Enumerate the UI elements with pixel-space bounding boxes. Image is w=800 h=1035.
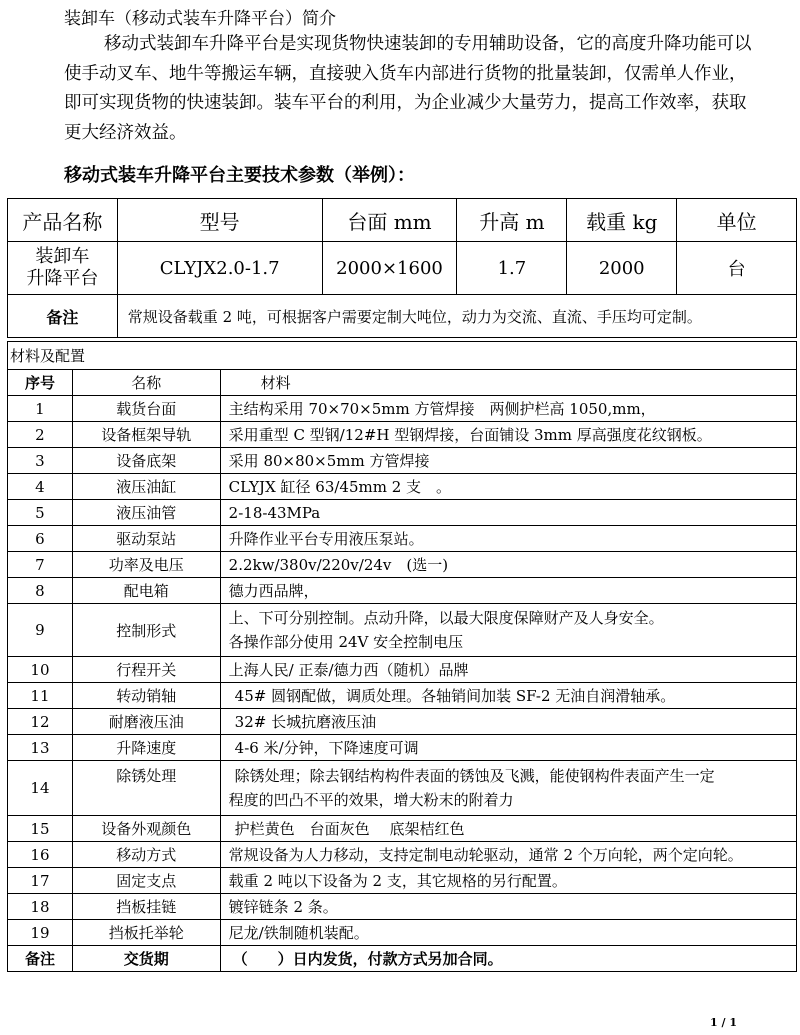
row-index: 8: [8, 578, 73, 604]
footer-delivery-text: （ ）日内发货，付款方式另加合同。: [220, 946, 796, 972]
spec-header-cell: 升高 m: [457, 199, 567, 242]
row-name: 行程开关: [72, 657, 220, 683]
row-index: 1: [8, 396, 73, 422]
spec-heading: 移动式装车升降平台主要技术参数（举例）：: [64, 165, 415, 186]
row-index: 14: [8, 761, 73, 816]
row-name: 配电箱: [72, 578, 220, 604]
intro-text: 移动式装卸车升降平台是实现货物快速装卸的专用辅助设备，它的高度升降功能可以使手动叉车、地牛等搬运车辆，直接驶入货车内部进行货物的批量装卸，仅需单人作业，即可实现货物的快速装卸。装车平台的利用，为企业减少大量劳力，提高工作效率，获取更大经济效益。: [64, 34, 752, 143]
table-row: [8, 552, 797, 578]
row-index: 12: [8, 709, 73, 735]
row-material-line: 上、下可分别控制。点动升降，以最大限度保障财产及人身安全。: [228, 609, 664, 627]
row-index: 15: [8, 816, 73, 842]
row-name: 设备框架导轨: [72, 422, 220, 448]
row-name: 移动方式: [72, 842, 220, 868]
page-number: 1 / 1: [710, 1016, 737, 1029]
spec-lift-height: 1.7: [457, 242, 567, 295]
row-index: 9: [8, 604, 73, 657]
row-index: 6: [8, 526, 73, 552]
spec-header-row: [8, 199, 797, 242]
materials-header-cell: 材料: [220, 370, 796, 396]
row-name: 控制形式: [72, 604, 220, 657]
row-material: 德力西品牌，: [220, 578, 796, 604]
spec-header-cell: 产品名称: [8, 199, 118, 242]
row-name: 除锈处理: [72, 761, 220, 816]
table-row: [8, 526, 797, 552]
row-index: 13: [8, 735, 73, 761]
row-name: 设备外观颜色: [72, 816, 220, 842]
table-row: [8, 842, 797, 868]
row-material: 载重 2 吨以下设备为 2 支，其它规格的另行配置。: [220, 868, 796, 894]
row-material: 2.2kw/380v/220v/24v (选一): [220, 552, 796, 578]
table-row: [8, 578, 797, 604]
table-row: [8, 422, 797, 448]
spec-header-cell: 载重 kg: [567, 199, 677, 242]
document-title: 装卸车（移动式装车升降平台）简介: [64, 9, 336, 29]
table-row: [8, 868, 797, 894]
spec-remark-text: 常规设备载重 2 吨，可根据客户需要定制大吨位，动力为交流、直流、手压均可定制。: [117, 295, 796, 338]
materials-section-title: 材料及配置: [8, 342, 797, 370]
row-material-line: 除锈处理；除去钢结构构件表面的锈蚀及飞溅，能使钢构件表面产生一定: [234, 767, 715, 785]
row-material: 主结构采用 70×70×5mm 方管焊接 两侧护栏高 1050,mm，: [220, 396, 796, 422]
product-name-line: 装卸车: [35, 246, 90, 267]
row-material: 尼龙/铁制随机装配。: [220, 920, 796, 946]
row-material: 上海人民/ 正泰/德力西（随机）品牌: [220, 657, 796, 683]
materials-footer-row: [8, 946, 797, 972]
footer-remark-label: 备注: [8, 946, 73, 972]
table-row: [8, 709, 797, 735]
row-name: 挡板挂链: [72, 894, 220, 920]
materials-header-row: [8, 370, 797, 396]
row-material: 镀锌链条 2 条。: [220, 894, 796, 920]
row-material: [220, 761, 796, 816]
row-material: CLYJX 缸径 63/45mm 2 支 。: [220, 474, 796, 500]
spec-remark-label: 备注: [8, 295, 118, 338]
footer-delivery-label: 交货期: [72, 946, 220, 972]
row-name: 挡板托举轮: [72, 920, 220, 946]
row-index: 4: [8, 474, 73, 500]
row-index: 11: [8, 683, 73, 709]
row-index: 16: [8, 842, 73, 868]
row-index: 3: [8, 448, 73, 474]
spec-product-name: [8, 242, 118, 295]
row-material: 2-18-43MPa: [220, 500, 796, 526]
table-row: [8, 894, 797, 920]
spec-model: CLYJX2.0-1.7: [117, 242, 322, 295]
table-row: [8, 657, 797, 683]
row-index: 5: [8, 500, 73, 526]
spec-unit: 台: [677, 242, 797, 295]
row-name: 转动销轴: [72, 683, 220, 709]
table-row: [8, 920, 797, 946]
row-name: 载货台面: [72, 396, 220, 422]
spec-load: 2000: [567, 242, 677, 295]
row-name: 液压油管: [72, 500, 220, 526]
materials-section-row: [8, 342, 797, 370]
row-name: 升降速度: [72, 735, 220, 761]
table-row: [8, 500, 797, 526]
row-name: 液压油缸: [72, 474, 220, 500]
row-index: 7: [8, 552, 73, 578]
row-index: 18: [8, 894, 73, 920]
row-material: 护栏黄色 台面灰色 底架桔红色: [220, 816, 796, 842]
row-name: 功率及电压: [72, 552, 220, 578]
spec-header-cell: 单位: [677, 199, 797, 242]
product-name-line: 升降平台: [26, 268, 99, 289]
row-index: 10: [8, 657, 73, 683]
row-index: 2: [8, 422, 73, 448]
row-index: 19: [8, 920, 73, 946]
row-material: 32# 长城抗磨液压油: [220, 709, 796, 735]
materials-table: [7, 341, 797, 972]
spec-data-row: [8, 242, 797, 295]
materials-header-cell: 名称: [72, 370, 220, 396]
row-material: [220, 604, 796, 657]
spec-table-size: 2000×1600: [322, 242, 457, 295]
row-name: 耐磨液压油: [72, 709, 220, 735]
spec-header-cell: 型号: [117, 199, 322, 242]
table-row: [8, 735, 797, 761]
row-material: 常规设备为人力移动，支持定制电动轮驱动，通常 2 个万向轮，两个定向轮。: [220, 842, 796, 868]
table-row: [8, 474, 797, 500]
table-row: [8, 396, 797, 422]
row-material: 采用重型 C 型钢/12#H 型钢焊接，台面铺设 3mm 厚高强度花纹钢板。: [220, 422, 796, 448]
row-index: 17: [8, 868, 73, 894]
row-material-line: 程度的凹凸不平的效果，增大粉末的附着力: [228, 791, 514, 809]
table-row: [8, 448, 797, 474]
spec-header-cell: 台面 mm: [322, 199, 457, 242]
row-material: 4-6 米/分钟，下降速度可调: [220, 735, 796, 761]
table-row: [8, 761, 797, 816]
spec-table: [7, 198, 797, 338]
row-name: 驱动泵站: [72, 526, 220, 552]
row-name: 固定支点: [72, 868, 220, 894]
intro-paragraph: [64, 30, 754, 148]
spec-remark-row: [8, 295, 797, 338]
table-row: [8, 816, 797, 842]
table-row: [8, 683, 797, 709]
materials-header-cell: 序号: [8, 370, 73, 396]
row-material: 升降作业平台专用液压泵站。: [220, 526, 796, 552]
row-material-line: 各操作部分使用 24V 安全控制电压: [228, 633, 464, 651]
table-row: [8, 604, 797, 657]
row-name: 设备底架: [72, 448, 220, 474]
row-material: 45# 圆钢配做，调质处理。各轴销间加装 SF-2 无油自润滑轴承。: [220, 683, 796, 709]
row-material: 采用 80×80×5mm 方管焊接: [220, 448, 796, 474]
